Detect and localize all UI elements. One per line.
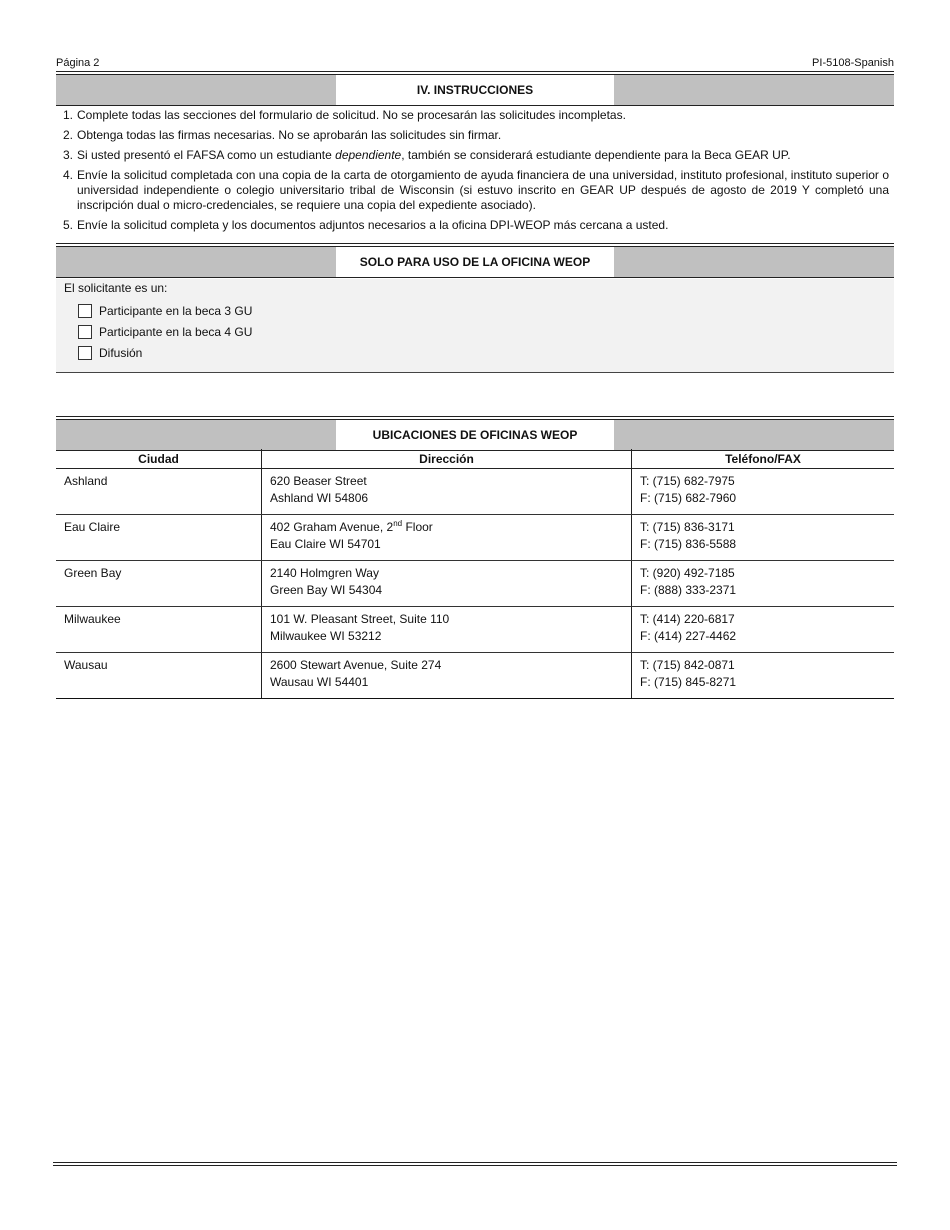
instructions-list	[56, 108, 889, 238]
city-cell: Milwaukee	[56, 607, 262, 653]
phone-cell: T: (715) 842-0871 F: (715) 845-8271	[632, 653, 895, 699]
city-cell: Green Bay	[56, 561, 262, 607]
instruction-item: 4. Envíe la solicitud completada con una copia de la carta de otorgamiento de ayuda financiera de una universidad, instituto profesional, instituto superior o universidad independiente o colegio universitario tribal de Wisconsin (si estuvo inscrito en GEAR UP después de agosto de 2019 Y completó una inscripción dual o micro-credenciales, se requiere una copia del expediente asociado).	[62, 168, 889, 212]
office-use-section-header	[56, 246, 894, 278]
option-difusion[interactable]	[78, 346, 142, 360]
table-row	[56, 607, 894, 653]
instruction-item: 2. Obtenga todas las firmas necesarias. No se aprobarán las solicitudes sin firmar.	[62, 128, 502, 142]
address-cell: 2140 Holmgren Way Green Bay WI 54304	[262, 561, 632, 607]
table-row	[56, 515, 894, 561]
office-locations-table	[56, 449, 894, 699]
city-cell: Wausau	[56, 653, 262, 699]
instructions-title: IV. INSTRUCCIONES	[336, 75, 614, 105]
checkbox[interactable]	[78, 346, 92, 360]
table-header-row	[56, 449, 894, 469]
office-use-title: SOLO PARA USO DE LA OFICINA WEOP	[336, 247, 614, 277]
page-number: Página 2	[56, 57, 100, 69]
instruction-item: 5. Envíe la solicitud completa y los documentos adjuntos necesarios a la oficina DPI-WEOP más cercana a usted.	[62, 218, 669, 232]
phone-cell: T: (715) 836-3171 F: (715) 836-5588	[632, 515, 895, 561]
city-cell: Eau Claire	[56, 515, 262, 561]
column-header-phone: Teléfono/FAX	[632, 449, 895, 469]
phone-cell: T: (715) 682-7975 F: (715) 682-7960	[632, 469, 895, 515]
checkbox[interactable]	[78, 325, 92, 339]
footer-divider	[53, 1162, 897, 1163]
address-cell: 620 Beaser Street Ashland WI 54806	[262, 469, 632, 515]
divider	[56, 71, 894, 72]
page-header	[56, 57, 894, 69]
phone-cell: T: (920) 492-7185 F: (888) 333-2371	[632, 561, 895, 607]
form-id: PI-5108-Spanish	[812, 57, 894, 69]
city-cell: Ashland	[56, 469, 262, 515]
locations-section-header	[56, 419, 894, 451]
table-row	[56, 469, 894, 515]
checkbox[interactable]	[78, 304, 92, 318]
option-label: Participante en la beca 4 GU	[99, 325, 253, 339]
address-cell: 402 Graham Avenue, 2nd Floor Eau Claire WI 54701	[262, 515, 632, 561]
divider	[56, 416, 894, 417]
option-label: Difusión	[99, 346, 143, 360]
divider	[56, 243, 894, 244]
column-header-address: Dirección	[262, 449, 632, 469]
option-label: Participante en la beca 3 GU	[99, 304, 253, 318]
instructions-section-header	[56, 74, 894, 106]
address-cell: 101 W. Pleasant Street, Suite 110 Milwaukee WI 53212	[262, 607, 632, 653]
instruction-item: 3. Si usted presentó el FAFSA como un estudiante dependiente, también se considerará estudiante dependiente para la Beca GEAR UP.	[62, 148, 791, 162]
footer-divider	[53, 1165, 897, 1166]
table-row	[56, 653, 894, 699]
instruction-item: 1. Complete todas las secciones del formulario de solicitud. No se procesarán las solicitudes incompletas.	[62, 108, 626, 122]
option-beca-3gu[interactable]	[78, 304, 252, 318]
table-row	[56, 561, 894, 607]
option-beca-4gu[interactable]	[78, 325, 252, 339]
office-use-box	[56, 279, 894, 373]
locations-title: UBICACIONES DE OFICINAS WEOP	[336, 420, 614, 450]
column-header-city: Ciudad	[56, 449, 262, 469]
phone-cell: T: (414) 220-6817 F: (414) 227-4462	[632, 607, 895, 653]
applicant-type-prompt: El solicitante es un:	[64, 281, 168, 295]
address-cell: 2600 Stewart Avenue, Suite 274 Wausau WI 54401	[262, 653, 632, 699]
